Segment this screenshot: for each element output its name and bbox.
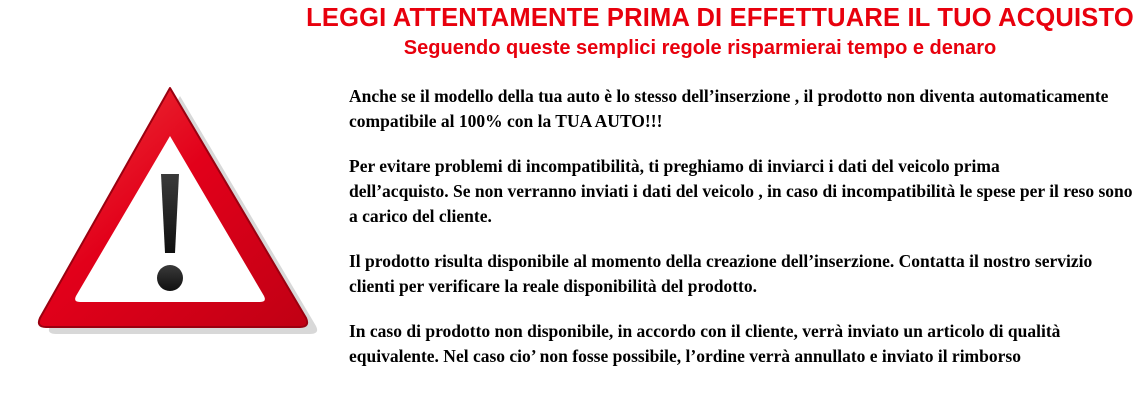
notice-paragraph-2-line-2-end: dell’acquisto. Se non verranno inviati i dati del veicolo , in caso di	[349, 181, 838, 201]
notice-paragraph-2-line-3: incompatibilità le spese per il reso sono a carico del cliente.	[349, 181, 1133, 226]
notice-paragraph-4: In caso di prodotto non disponibile, in accordo con il cliente, verrà inviato un articolo di qualità equivalente. Nel caso cio’ non fosse possibile, l’ordine verrà annullato e inviato il rimborso	[349, 321, 1061, 366]
notice-paragraph-2-line-1: Per evitare problemi di incompatibilità, ti preghiamo di inviarci i dati del veicolo	[349, 156, 950, 176]
notice-body	[349, 84, 1139, 369]
notice-text-column	[300, 0, 1140, 400]
notice-paragraph-2-line-2-start: prima	[954, 156, 1000, 176]
notice-paragraph-2	[349, 154, 1139, 229]
notice-paragraph-3: Il prodotto risulta disponibile al momento della creazione dell’inserzione. Contatta il nostro servizio clienti per verificare la reale disponibilità del prodotto.	[349, 251, 1093, 296]
page-title: LEGGI ATTENTAMENTE PRIMA DI EFFETTUARE IL TUO ACQUISTO	[306, 4, 1134, 32]
page-subtitle: Seguendo queste semplici regole risparmierai tempo e denaro	[403, 37, 997, 59]
warning-triangle-icon	[30, 78, 320, 338]
notice-paragraph-1: Anche se il modello della tua auto è lo stesso dell’inserzione , il prodotto non diventa automaticamente compatibile al 100% con la TUA AUTO!!!	[349, 86, 1109, 131]
